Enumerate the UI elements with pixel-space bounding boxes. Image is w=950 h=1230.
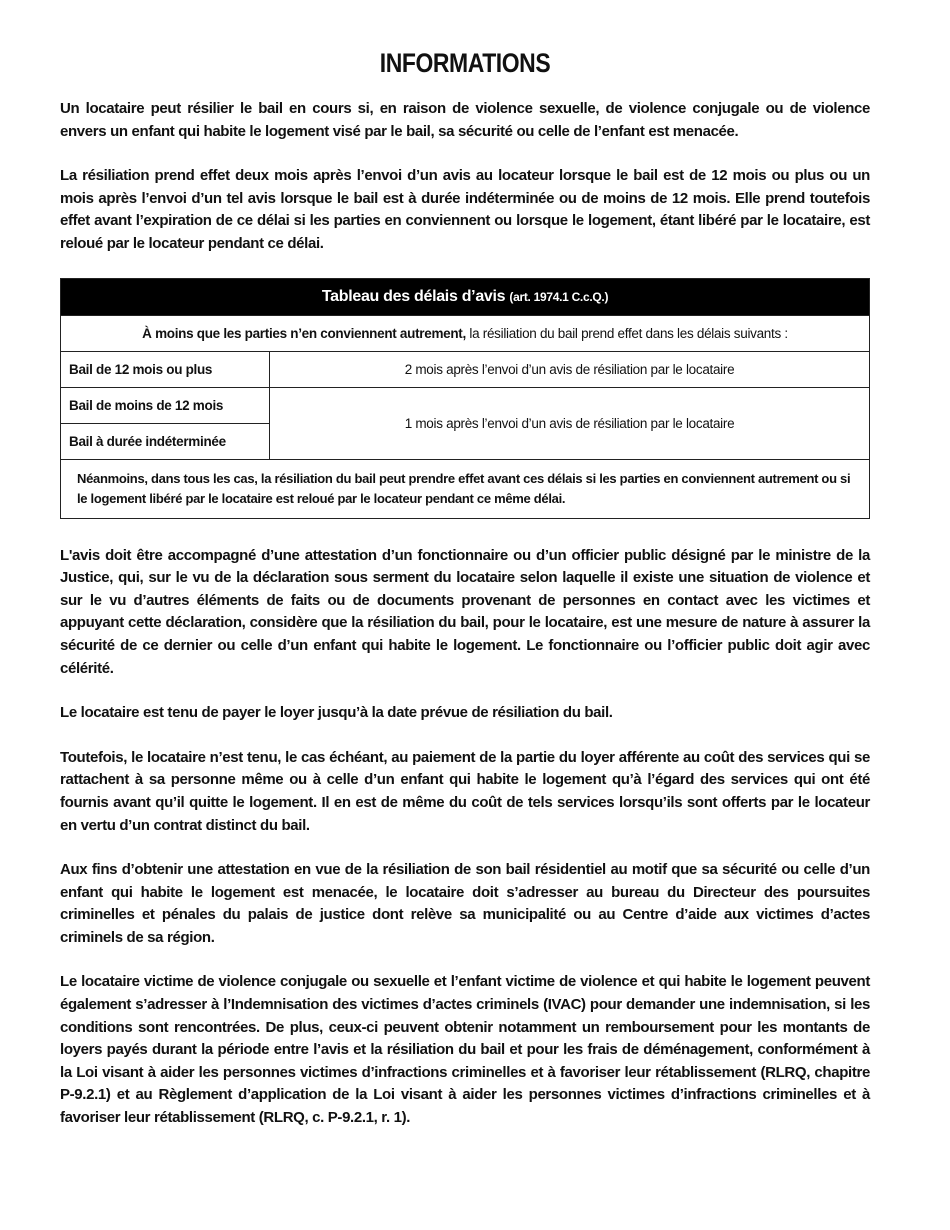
page-title: INFORMATIONS (379, 48, 551, 78)
paragraph-obtain-attestation: Aux fins d’obtenir une attestation en vue de la résiliation de son bail résidentiel au motif que sa sécurité ou celle d’un enfant qui habite le logement est menacée, le locataire doit s’adresser au bureau du Directeur des poursuites criminelles et pénales du palais de justice dont relève sa municipalité ou au Centre d’aide aux victimes d’actes criminels de sa région. (60, 861, 870, 946)
paragraph-rent: Le locataire est tenu de payer le loyer jusqu’à la date prévue de résiliation du bail. (60, 704, 613, 722)
notice-delay-table (60, 278, 870, 519)
table-heading-reference: (art. 1974.1 C.c.Q.) (509, 289, 609, 304)
table-row-label: Bail à durée indéterminée (61, 423, 270, 459)
table-intro-rest: la résiliation du bail prend effet dans les délais suivants : (465, 325, 788, 341)
paragraph-ivac: Le locataire victime de violence conjugale ou sexuelle et l’enfant victime de violence et qui habite le logement peuvent également s’adresser à l’Indemnisation des victimes d’actes criminels (IVAC) pour demander une indemnisation, si les conditions sont rencontrées. De plus, ceux-ci peuvent obtenir notamment un remboursement pour les montants de loyers payés durant la période entre l’avis et la résiliation du bail et pour les frais de déménagement, conformément à la Loi visant à aider les personnes victimes d’infractions criminelles et à favoriser leur rétablissement (RLRQ, chapitre P-9.2.1) et au Règlement d’application de la Loi visant à aider les personnes victimes d’infractions criminelles et à favoriser leur rétablissement (RLRQ, c. P-9.2.1, r. 1). (60, 973, 870, 1127)
paragraph-attestation: L'avis doit être accompagné d’une attestation d’un fonctionnaire ou d’un officier public désigné par le ministre de la Justice, qui, sur le vu de la déclaration sous serment du locataire selon laquelle il existe une situation de violence et sur le vu d’autres éléments de faits ou de documents provenant de personnes en contact avec les victimes et appuyant cette déclaration, considère que la résiliation du bail, pour le locataire, est une mesure de nature à assurer la sécurité de ce dernier ou celle d’un enfant qui habite le logement. Le fonctionnaire ou l’officier public doit agir avec célérité. (60, 546, 870, 677)
table-header-row (61, 278, 870, 315)
paragraph-effect: La résiliation prend effet deux mois après l’envoi d’un avis au locateur lorsque le bail est de 12 mois ou plus ou un mois après l’envoi d’un tel avis lorsque le bail est à durée indéterminée ou de moins de 12 mois. Elle prend toutefois effet avant l’expiration de ce délai si les parties en conviennent ou lorsque le logement, étant libéré par le locataire, est reloué par le locateur pendant ce délai. (60, 167, 870, 252)
paragraph-intro: Un locataire peut résilier le bail en cours si, en raison de violence sexuelle, de violence conjugale ou de violence envers un enfant qui habite le logement visé par le bail, sa sécurité ou celle de l’enfant est menacée. (60, 100, 870, 140)
table-heading-text: Tableau des délais d’avis (321, 287, 506, 305)
table-row (61, 351, 870, 387)
table-note-row (61, 459, 870, 518)
table-row-value: 1 mois après l’envoi d’un avis de résiliation par le locataire (270, 387, 870, 459)
table-intro-row (61, 315, 870, 351)
table-intro (61, 315, 870, 351)
table-row (61, 387, 870, 423)
table-note: Néanmoins, dans tous les cas, la résiliation du bail peut prendre effet avant ces délais si les parties en conviennent autrement ou si le logement libéré par le locataire est reloué par le locateur pendant ce même délai. (61, 459, 870, 518)
paragraph-services: Toutefois, le locataire n’est tenu, le cas échéant, au paiement de la partie du loyer afférente au coût des services qui se rattachent à sa personne même ou à celle d’un enfant qui habite le logement qu’à l’égard des services qui ont été fournis avant qu’il quitte le logement. Il en est de même du coût de tels services lorsqu’ils sont offerts par le locateur en vertu d’un contrat distinct du bail. (60, 748, 870, 834)
table-heading (61, 278, 870, 315)
table-row-label: Bail de moins de 12 mois (61, 387, 270, 423)
table-row-label: Bail de 12 mois ou plus (61, 351, 270, 387)
table-intro-bold: À moins que les parties n’en conviennent autrement, (142, 325, 466, 341)
table-row-value: 2 mois après l’envoi d’un avis de résiliation par le locataire (270, 351, 870, 387)
